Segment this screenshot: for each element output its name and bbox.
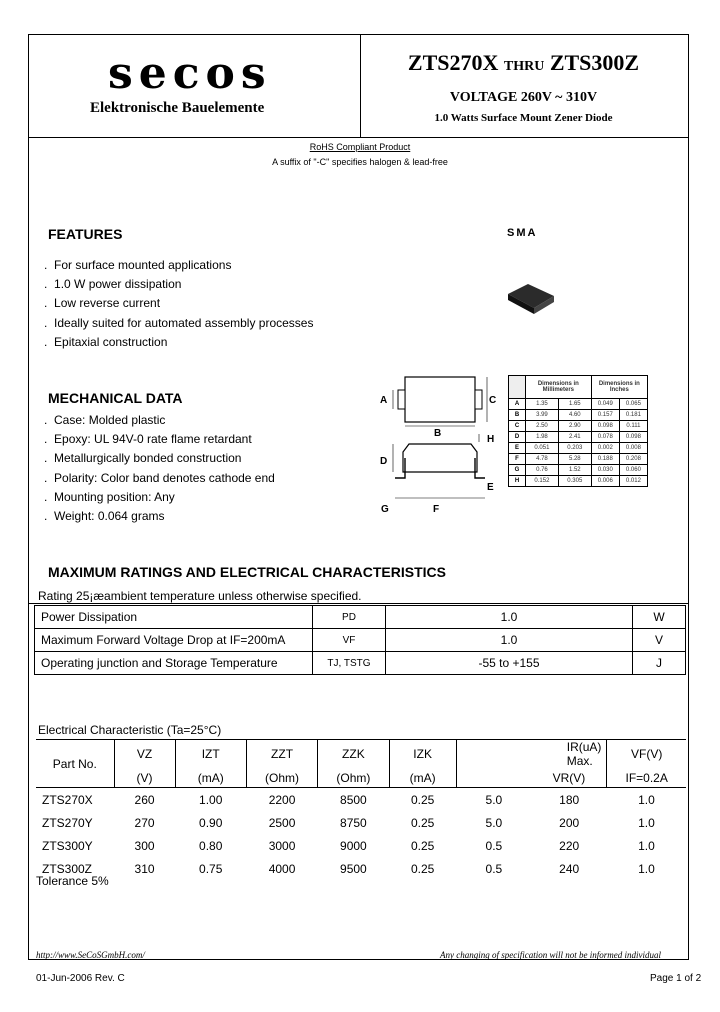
unit-izk: (mA) bbox=[389, 768, 456, 788]
col-ir: IR(uA) Max. bbox=[456, 740, 607, 769]
ratings-note: Rating 25¡æambient temperature unless otherwise specified. bbox=[38, 589, 362, 603]
mechanical-text: Case: Molded plastic bbox=[54, 413, 166, 427]
label-d: D bbox=[380, 456, 388, 467]
footer-date-rev: 01-Jun-2006 Rev. C bbox=[36, 973, 125, 984]
tolerance-note: Tolerance 5% bbox=[36, 874, 109, 888]
dimension-value: 1.35 bbox=[526, 399, 559, 410]
col-zzk: ZZK bbox=[318, 740, 389, 769]
zzk-value: 9500 bbox=[340, 861, 367, 876]
zzt-value: 2500 bbox=[268, 815, 296, 830]
mechanical-item: . Case: Molded plastic bbox=[44, 413, 166, 427]
top-view-lead-right bbox=[475, 390, 482, 409]
rating-parameter: Operating junction and Storage Temperature bbox=[35, 652, 313, 675]
part-number: ZTS270Y bbox=[42, 815, 93, 830]
rating-unit: V bbox=[633, 629, 686, 652]
dimension-value: 0.065 bbox=[619, 399, 647, 410]
vf-value: 1.0 bbox=[638, 838, 655, 853]
feature-text: For surface mounted applications bbox=[54, 258, 232, 272]
ratings-table bbox=[34, 605, 686, 675]
zzk-value: 8750 bbox=[340, 815, 367, 830]
dim-header-in: Dimensions in Inches bbox=[591, 376, 647, 399]
electrical-row bbox=[36, 811, 686, 834]
footer-url[interactable]: http://www.SeCoSGmbH.com/ bbox=[36, 950, 145, 960]
ir-value: 0.5 bbox=[485, 838, 503, 853]
dimension-symbol: D bbox=[509, 432, 526, 443]
dimension-value: 4.60 bbox=[558, 410, 591, 421]
izk-value: 0.25 bbox=[410, 815, 435, 830]
dimension-row bbox=[509, 454, 648, 465]
company-name: Elektronische Bauelemente bbox=[90, 100, 265, 116]
unit-zzk: (Ohm) bbox=[318, 768, 389, 788]
dimension-value: 4.78 bbox=[526, 454, 559, 465]
rating-unit: J bbox=[633, 652, 686, 675]
dimension-value: 5.28 bbox=[558, 454, 591, 465]
electrical-rows bbox=[36, 788, 686, 881]
vz-value: 300 bbox=[134, 838, 155, 853]
rating-parameter: Power Dissipation bbox=[35, 606, 313, 629]
dimension-row bbox=[509, 432, 648, 443]
mechanical-text: Weight: 0.064 grams bbox=[54, 509, 165, 523]
col-vf: VF(V) bbox=[607, 740, 686, 769]
dimension-value: 0.002 bbox=[591, 443, 619, 454]
secos-logo: secos bbox=[108, 48, 272, 99]
dimension-value: 0.030 bbox=[591, 465, 619, 476]
footer-notice: Any changing of specification will not be informed individual bbox=[440, 950, 661, 960]
vr-value: 240 bbox=[559, 861, 580, 876]
unit-vr: VR(V) bbox=[532, 768, 607, 788]
electrical-header-row bbox=[36, 740, 686, 769]
unit-vz: (V) bbox=[114, 768, 175, 788]
dimension-row bbox=[509, 410, 648, 421]
zzt-value: 2200 bbox=[268, 792, 296, 807]
label-g: G bbox=[381, 504, 389, 515]
mechanical-text: Epoxy: UL 94V-0 rate flame retardant bbox=[54, 432, 252, 446]
header-bottom-rule bbox=[28, 137, 688, 138]
vz-value: 310 bbox=[134, 861, 155, 876]
mechanical-item: . Weight: 0.064 grams bbox=[44, 509, 165, 523]
mechanical-item: . Mounting position: Any bbox=[44, 490, 175, 504]
thru-word: THRU bbox=[503, 59, 545, 74]
voltage-range: VOLTAGE 260V ~ 310V bbox=[449, 90, 598, 105]
halogen-note: A suffix of "-C" specifies halogen & lead-free bbox=[272, 157, 448, 167]
dimension-value: 0.008 bbox=[619, 443, 647, 454]
vf-value: 1.0 bbox=[638, 815, 655, 830]
dimension-value: 0.305 bbox=[558, 476, 591, 487]
part-number: ZTS300Y bbox=[42, 838, 93, 853]
dimension-value: 1.52 bbox=[558, 465, 591, 476]
dimension-value: 1.65 bbox=[558, 399, 591, 410]
part-number: ZTS270X bbox=[42, 792, 93, 807]
ratings-heading: MAXIMUM RATINGS AND ELECTRICAL CHARACTERISTICS bbox=[48, 564, 446, 580]
label-e: E bbox=[487, 482, 494, 493]
mechanical-item: . Epoxy: UL 94V-0 rate flame retardant bbox=[44, 432, 252, 446]
feature-item: . 1.0 W power dissipation bbox=[44, 277, 182, 291]
dimension-value: 2.41 bbox=[558, 432, 591, 443]
label-c: C bbox=[489, 395, 497, 406]
vr-value: 220 bbox=[559, 838, 580, 853]
top-view-body bbox=[405, 377, 475, 422]
rohs-line: RoHS Compliant Product bbox=[309, 142, 411, 152]
col-izk: IZK bbox=[389, 740, 456, 769]
dimension-symbol: H bbox=[509, 476, 526, 487]
dimension-value: 0.098 bbox=[619, 432, 647, 443]
electrical-unit-row bbox=[36, 768, 686, 788]
col-zzt: ZZT bbox=[246, 740, 317, 769]
dimension-value: 0.098 bbox=[591, 421, 619, 432]
izt-value: 0.90 bbox=[199, 815, 223, 830]
top-view-lead-left bbox=[398, 390, 405, 409]
rating-row bbox=[35, 652, 686, 675]
ir-value: 0.5 bbox=[485, 861, 503, 876]
dimension-value: 0.152 bbox=[526, 476, 559, 487]
dimension-value: 2.50 bbox=[526, 421, 559, 432]
electrical-row bbox=[36, 788, 686, 812]
unit-zzt: (Ohm) bbox=[246, 768, 317, 788]
dimension-value: 0.203 bbox=[558, 443, 591, 454]
vf-value: 1.0 bbox=[638, 792, 655, 807]
label-a: A bbox=[380, 395, 388, 406]
dimension-value: 0.006 bbox=[591, 476, 619, 487]
feature-text: Low reverse current bbox=[54, 296, 161, 310]
feature-text: 1.0 W power dissipation bbox=[54, 277, 182, 291]
dimension-symbol: E bbox=[509, 443, 526, 454]
dimension-row bbox=[509, 399, 648, 410]
label-h: H bbox=[487, 434, 495, 445]
izt-value: 0.75 bbox=[199, 861, 223, 876]
feature-item: . Epitaxial construction bbox=[44, 335, 168, 349]
zzk-value: 8500 bbox=[340, 792, 367, 807]
dimension-row bbox=[509, 443, 648, 454]
dimension-value: 0.181 bbox=[619, 410, 647, 421]
features-heading: FEATURES bbox=[48, 226, 123, 242]
feature-text: Epitaxial construction bbox=[54, 335, 168, 349]
dimension-symbol: C bbox=[509, 421, 526, 432]
dimension-value: 0.060 bbox=[619, 465, 647, 476]
dimension-symbol: F bbox=[509, 454, 526, 465]
rating-value: 1.0 bbox=[386, 606, 633, 629]
feature-text: Ideally suited for automated assembly processes bbox=[54, 316, 314, 330]
mechanical-text: Polarity: Color band denotes cathode end bbox=[54, 471, 275, 485]
ir-value: 5.0 bbox=[485, 792, 503, 807]
zzt-value: 3000 bbox=[268, 838, 296, 853]
izk-value: 0.25 bbox=[410, 861, 435, 876]
feature-item: . Low reverse current bbox=[44, 296, 161, 310]
electrical-row bbox=[36, 834, 686, 857]
izk-value: 0.25 bbox=[410, 792, 435, 807]
electrical-table bbox=[36, 739, 686, 880]
vr-value: 200 bbox=[559, 815, 580, 830]
rating-row bbox=[35, 629, 686, 652]
rating-parameter: Maximum Forward Voltage Drop at IF=200mA bbox=[35, 629, 313, 652]
footer-page: Page 1 of 2 bbox=[650, 973, 702, 984]
label-b: B bbox=[434, 428, 442, 439]
izt-value: 0.80 bbox=[199, 838, 223, 853]
rating-symbol: PD bbox=[313, 606, 386, 629]
dimension-value: 0.76 bbox=[526, 465, 559, 476]
dimension-symbol: B bbox=[509, 410, 526, 421]
feature-item: . Ideally suited for automated assembly processes bbox=[44, 316, 314, 330]
part-number: ZTS300Z bbox=[42, 861, 93, 876]
rating-unit: W bbox=[633, 606, 686, 629]
rating-symbol: VF bbox=[313, 629, 386, 652]
dimension-row bbox=[509, 465, 648, 476]
mechanical-item: . Metallurgically bonded construction bbox=[44, 451, 242, 465]
dimension-value: 2.90 bbox=[558, 421, 591, 432]
dimension-value: 1.98 bbox=[526, 432, 559, 443]
dimension-symbol: A bbox=[509, 399, 526, 410]
dimension-table bbox=[508, 375, 648, 487]
ratings-rows bbox=[35, 606, 686, 675]
zzt-value: 4000 bbox=[268, 861, 296, 876]
zzk-value: 9000 bbox=[340, 838, 367, 853]
part-from: ZTS270X bbox=[407, 50, 499, 75]
mechanical-heading: MECHANICAL DATA bbox=[48, 390, 183, 406]
dimension-value: 3.99 bbox=[526, 410, 559, 421]
dim-header-mm: Dimensions in Millimeters bbox=[526, 376, 592, 399]
rating-value: -55 to +155 bbox=[386, 652, 633, 675]
dimension-corner bbox=[509, 376, 526, 399]
dimension-row bbox=[509, 421, 648, 432]
dimension-row bbox=[509, 476, 648, 487]
mechanical-item: . Polarity: Color band denotes cathode end bbox=[44, 471, 275, 485]
electrical-row bbox=[36, 857, 686, 880]
part-to: ZTS300Z bbox=[549, 50, 640, 75]
part-range-title bbox=[360, 50, 687, 76]
dimension-value: 0.012 bbox=[619, 476, 647, 487]
unit-vf-cond: IF=0.2A bbox=[607, 768, 686, 788]
col-izt: IZT bbox=[175, 740, 246, 769]
package-name: SMA bbox=[507, 227, 538, 239]
dimension-value: 0.188 bbox=[591, 454, 619, 465]
rating-value: 1.0 bbox=[386, 629, 633, 652]
vf-value: 1.0 bbox=[638, 861, 655, 876]
vr-value: 180 bbox=[559, 792, 580, 807]
vz-value: 270 bbox=[134, 815, 155, 830]
izt-value: 1.00 bbox=[199, 792, 223, 807]
dimension-value: 0.208 bbox=[619, 454, 647, 465]
dimension-rows bbox=[509, 399, 648, 487]
rating-symbol: TJ, TSTG bbox=[313, 652, 386, 675]
package-photo bbox=[500, 280, 560, 316]
dimension-symbol: G bbox=[509, 465, 526, 476]
rating-row bbox=[35, 606, 686, 629]
mechanical-text: Mounting position: Any bbox=[54, 490, 175, 504]
unit-ir-blank bbox=[456, 768, 531, 788]
dimension-value: 0.049 bbox=[591, 399, 619, 410]
electrical-heading: Electrical Characteristic (Ta=25°C) bbox=[38, 723, 222, 737]
package-outline-drawing bbox=[375, 372, 505, 517]
col-part-no: Part No. bbox=[36, 740, 114, 788]
dimension-value: 0.051 bbox=[526, 443, 559, 454]
ratings-top-rule bbox=[28, 603, 688, 604]
label-f: F bbox=[433, 504, 440, 515]
ir-value: 5.0 bbox=[485, 815, 503, 830]
product-description: 1.0 Watts Surface Mount Zener Diode bbox=[434, 112, 613, 124]
dimension-value: 0.157 bbox=[591, 410, 619, 421]
izk-value: 0.25 bbox=[410, 838, 435, 853]
side-view-body bbox=[403, 444, 477, 472]
dimension-value: 0.078 bbox=[591, 432, 619, 443]
col-vz: VZ bbox=[114, 740, 175, 769]
mechanical-text: Metallurgically bonded construction bbox=[54, 451, 242, 465]
feature-item: . For surface mounted applications bbox=[44, 258, 232, 272]
dimension-value: 0.111 bbox=[619, 421, 647, 432]
dimension-header-row bbox=[509, 376, 648, 399]
vz-value: 260 bbox=[134, 792, 155, 807]
unit-izt: (mA) bbox=[175, 768, 246, 788]
